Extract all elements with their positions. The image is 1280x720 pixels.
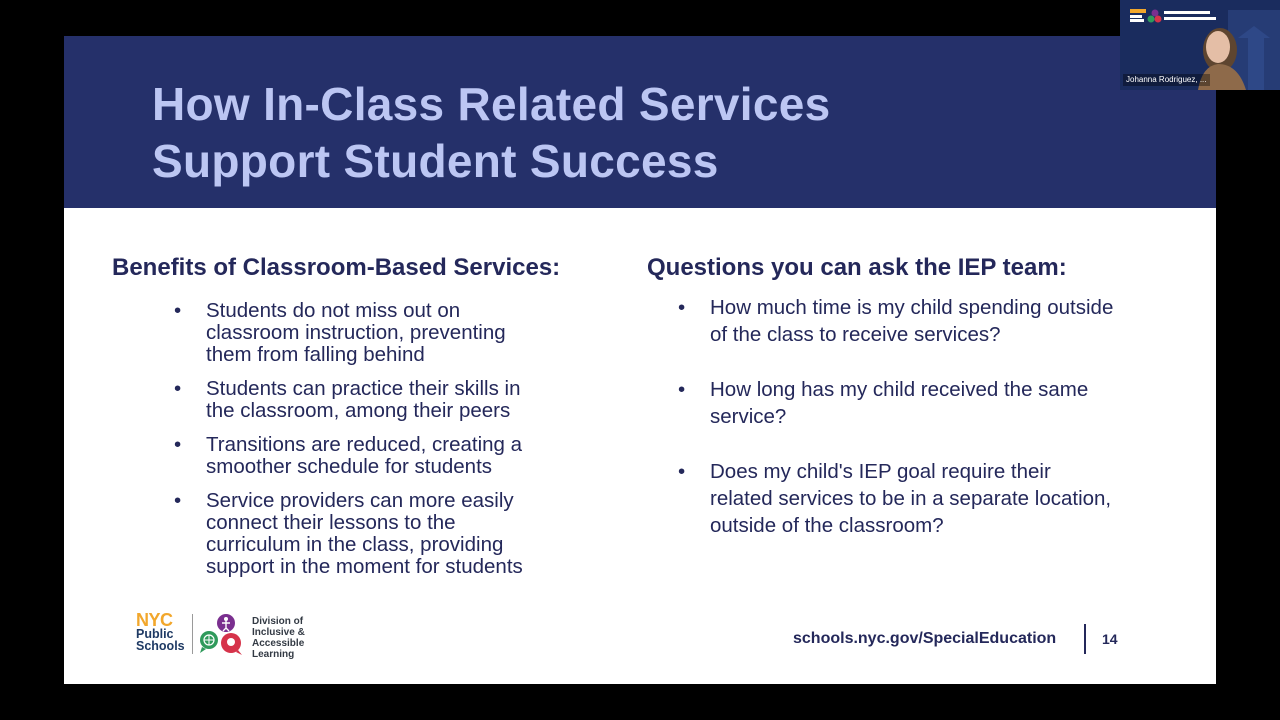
benefit-line: Students do not miss out on [206, 299, 461, 322]
questions-list [678, 294, 1168, 567]
tile-mini-logo [1130, 8, 1220, 24]
question-line: How much time is my child spending outside [710, 296, 1114, 319]
benefit-item [174, 434, 594, 478]
question-line: Does my child's IEP goal require their [710, 460, 1051, 483]
question-line: How long has my child received the same [710, 378, 1089, 401]
benefit-line: the classroom, among their peers [206, 399, 511, 422]
benefit-line: curriculum in the class, providing [206, 533, 504, 556]
slide-header-band [64, 36, 1216, 208]
slide-page-number: 14 [1102, 631, 1118, 647]
benefit-item [174, 378, 594, 422]
footer-logo [136, 612, 316, 660]
benefit-item [174, 300, 594, 366]
question-line: service? [710, 405, 787, 428]
division-logo-line: Accessible [252, 638, 305, 649]
division-logo-text [252, 616, 305, 660]
footer-url: schools.nyc.gov/SpecialEducation [793, 630, 1057, 647]
benefit-line: connect their lessons to the [206, 511, 456, 534]
benefit-line: classroom instruction, preventing [206, 321, 506, 344]
benefit-line: Students can practice their skills in [206, 377, 521, 400]
questions-heading: Questions you can ask the IEP team: [647, 254, 1067, 281]
benefits-list [174, 300, 594, 590]
participant-name-label: Johanna Rodriguez, ... [1123, 74, 1210, 86]
logo-public-text: Public [136, 627, 174, 641]
benefit-line: them from falling behind [206, 343, 425, 366]
question-item [678, 458, 1168, 539]
question-line: related services to be in a separate location, [710, 487, 1112, 510]
benefit-item [174, 490, 594, 578]
speech-bubbles-icon [196, 612, 246, 656]
benefits-heading: Benefits of Classroom-Based Services: [112, 254, 561, 281]
nyc-logo-mark: NYC [136, 610, 173, 630]
question-line: outside of the classroom? [710, 514, 944, 537]
slide-title-line: Support Student Success [152, 135, 719, 187]
question-item [678, 376, 1168, 430]
division-logo-line: Division of [252, 616, 304, 627]
question-item [678, 294, 1168, 348]
presentation-slide [64, 36, 1216, 684]
benefit-line: Service providers can more easily [206, 489, 514, 512]
benefit-line: Transitions are reduced, creating a [206, 433, 523, 456]
slide-title [152, 76, 831, 190]
benefit-line: smoother schedule for students [206, 455, 493, 478]
question-line: of the class to receive services? [710, 323, 1001, 346]
slide-title-line: How In-Class Related Services [152, 78, 831, 130]
division-logo-line: Learning [252, 649, 295, 660]
logo-divider [192, 614, 193, 654]
logo-schools-text: Schools [136, 639, 185, 653]
benefit-line: support in the moment for students [206, 555, 523, 578]
nyc-public-schools-logo [136, 612, 190, 656]
participant-video-tile[interactable] [1120, 0, 1280, 90]
division-logo-line: Inclusive & [252, 627, 305, 638]
footer-divider [1084, 624, 1086, 654]
